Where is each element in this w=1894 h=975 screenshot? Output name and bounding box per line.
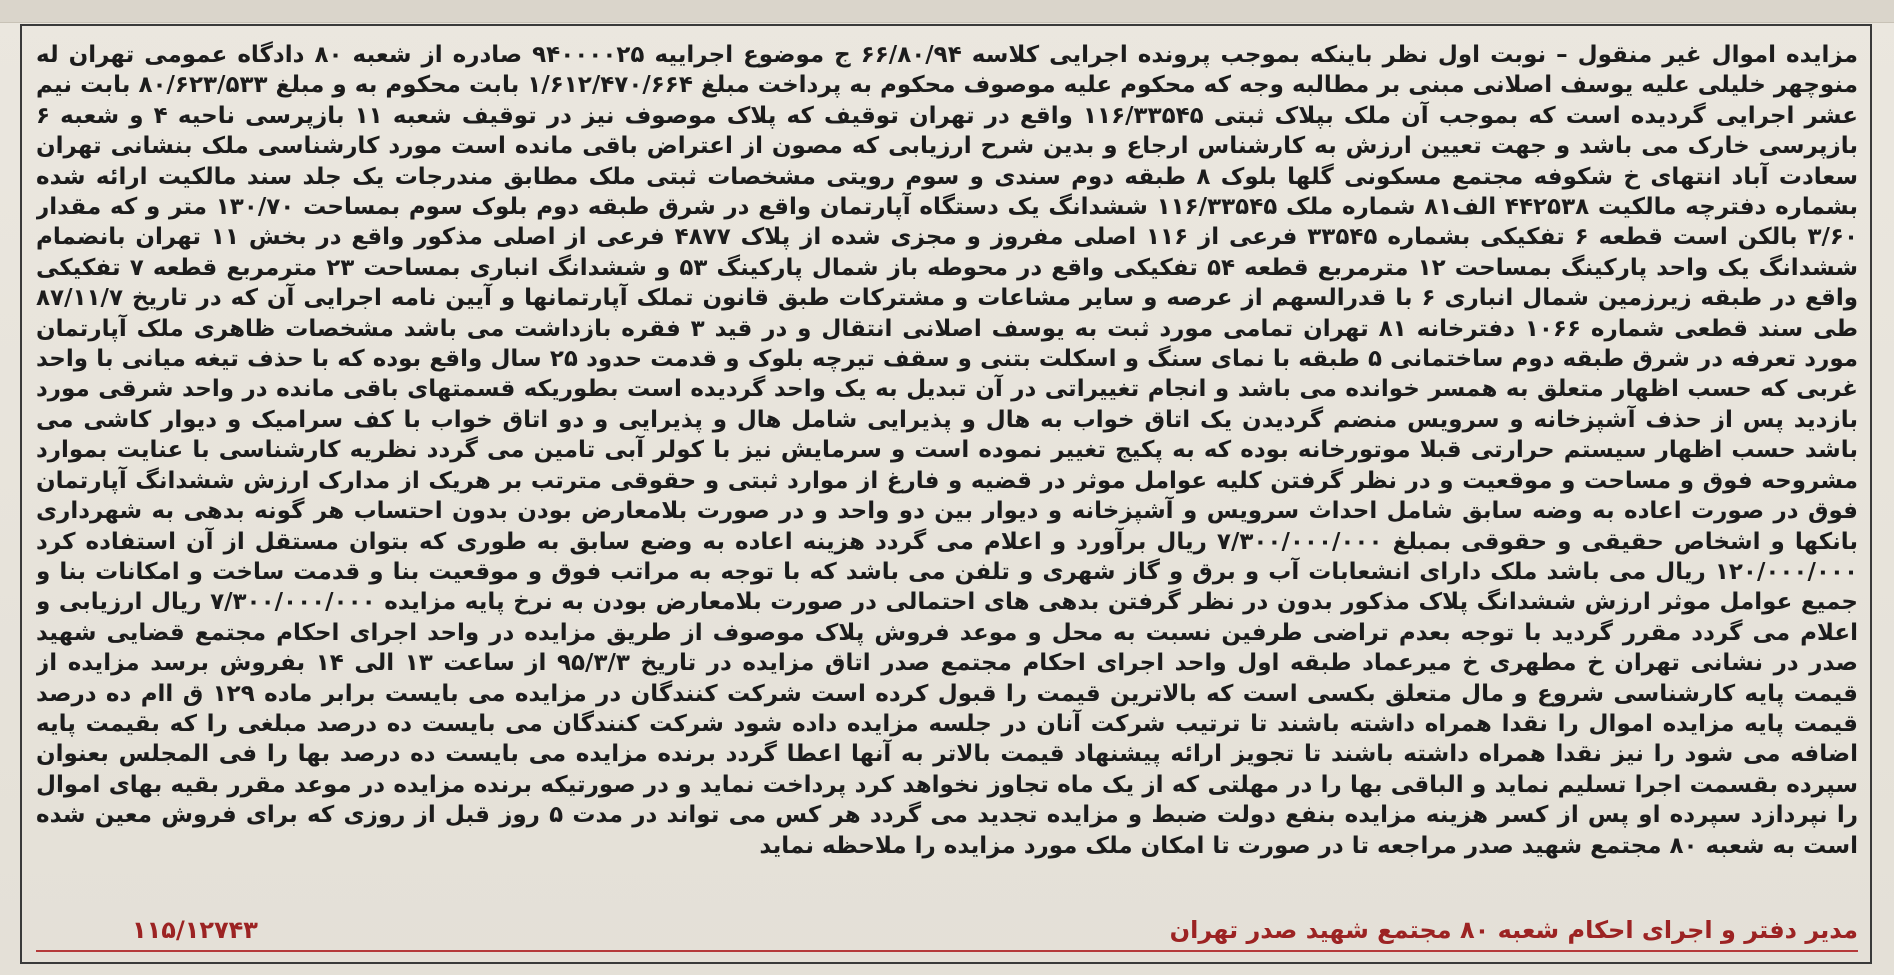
issuer-signature: مدیر دفتر و اجرای احکام شعبه ۸۰ مجتمع شهید صدر تهران [1169, 916, 1858, 944]
notice-body: مزایده اموال غیر منقول – نوبت اول نظر باینکه بموجب پرونده اجرایی کلاسه ۶۶/۸۰/۹۴ ج موضوع اجراییه ۹۴۰۰۰۰۲۵ صادره از شعبه ۸۰ دادگاه عمومی تهران له منوچهر خلیلی علیه یوسف اصلانی مبنی بر مطالبه وجه که محکوم علیه موصوف محکوم به پرداخت مبلغ ۱/۶۱۲/۴۷۰/۶۶۴ بابت محکوم به و مبلغ ۸۰/۶۲۳/۵۳۳ بابت نیم عشر اجرایی گردیده است که بموجب آن ملک بپلاک ثبتی ۱۱۶/۳۳۵۴۵ واقع در تهران توقیف که پلاک موصوف نیز در توقیف شعبه ۱۱ بازپرسی ناحیه ۴ و شعبه ۶ بازپرسی خارک می باشد و جهت تعیین ارزش به کارشناس ارجاع و بدین شرح ارزیابی که مصون از اعتراض باقی مانده است مورد کارشناسی ملک بنشانی تهران سعادت آباد انتهای خ شکوفه مجتمع مسکونی گلها بلوک ۸ طبقه دوم سندی و سوم رویتی مشخصات ثبتی ملک مطابق مندرجات یک جلد سند مالکیت ارائه شده بشماره دفترچه مالکیت ۴۴۲۵۳۸ الف۸۱ شماره ملک ۱۱۶/۳۳۵۴۵ ششدانگ یک دستگاه آپارتمان واقع در شرق طبقه دوم بلوک سوم بمساحت ۱۳۰/۷۰ متر و که مقدار ۳/۶۰ بالکن است قطعه ۶ تفکیکی بشماره ۳۳۵۴۵ فرعی از ۱۱۶ اصلی مفروز و مجزی شده از پلاک ۴۸۷۷ فرعی از اصلی مذکور واقع در بخش ۱۱ تهران بانضمام ششدانگ یک واحد پارکینگ بمساحت ۱۲ مترمربع قطعه ۵۴ تفکیکی واقع در محوطه باز شمال پارکینگ ۵۳ و ششدانگ انباری بمساحت ۲۳ مترمربع قطعه ۷ تفکیکی واقع در طبقه زیرزمین شمال انباری ۶ با قدرالسهم از عرصه و سایر مشاعات و مشترکات طبق قانون تملک آپارتمانها و آیین نامه اجرایی آن که در تاریخ ۸۷/۱۱/۷ طی سند قطعی شماره ۱۰۶۶ دفترخانه ۸۱ تهران تمامی مورد ثبت به یوسف اصلانی انتقال و در قید ۳ فقره بازداشت می باشد مشخصات ظاهری ملک آپارتمان مورد تعرفه در شرق طبقه دوم ساختمانی ۵ طبقه با نمای سنگ و اسکلت بتنی و سقف تیرچه بلوک و قدمت حدود ۲۵ سال واقع بوده که با حذف تیغه میانی با واحد غربی که حسب اظهار متعلق به همسر خوانده می باشد و انجام تغییراتی در آن تبدیل به یک واحد گردیده است بطوریکه قسمتهای باقی مانده در واحد شرقی مورد بازدید پس از حذف آشپزخانه و سرویس منضم گردیدن یک اتاق خواب به هال و پذیرایی شامل هال و پذیرایی و دو اتاق خواب با کف سرامیک و دیوار کاشی می باشد حسب اظهار سیستم حرارتی قبلا موتورخانه بوده که به پکیج تغییر نموده است و سرمایش نیز با کولر آبی تامین می گردد نظریه کارشناسی با عنایت بموارد مشروحه فوق و مساحت و موقعیت و در نظر گرفتن کلیه عوامل موثر در قضیه و فارغ از موارد ثبتی و حقوقی مترتب بر هریک از مدارک ارزش ششدانگ آپارتمان فوق در صورت اعاده به وضه سابق شامل احداث سرویس و آشپزخانه و دیوار بین دو واحد و در صورت بلامعارض بودن بدون احتساب هر گونه بدهی به شهرداری بانکها و اشخاص حقیقی و حقوقی بمبلغ ۷/۳۰۰/۰۰۰/۰۰۰ ریال برآورد و اعلام می گردد هزینه اعاده به وضع سابق به طوری که بتوان مستقل از آن استفاده کرد ۱۲۰/۰۰۰/۰۰۰ ریال می باشد ملک دارای انشعابات آب و برق و گاز شهری و تلفن می باشد که با توجه به مراتب فوق و موقعیت بنا و قدمت ساخت و امکانات بنا و جمیع عوامل موثر ارزش ششدانگ پلاک مذکور بدون در نظر گرفتن بدهی های احتمالی در صورت بلامعارض بودن به نرخ پایه مزایده ۷/۳۰۰/۰۰۰/۰۰۰ ریال ارزیابی و اعلام می گردد مقرر گردید با توجه بعدم تراضی طرفین نسبت به محل و موعد فروش پلاک موصوف از طریق مزایده در واحد اجرای احکام مجتمع قضایی شهید صدر در نشانی تهران خ مطهری خ میرعماد طبقه اول واحد اجرای احکام مجتمع صدر اتاق مزایده در تاریخ ۹۵/۳/۳ از ساعت ۱۳ الی ۱۴ بفروش برسد مزایده از قیمت پایه کارشناسی شروع و مال متعلق بکسی است که بالاترین قیمت را قبول کرده است شرکت کنندگان در مزایده می بایست برابر ماده ۱۲۹ ق اام ده درصد قیمت پایه مزایده اموال را نقدا همراه داشته باشند تا ترتیب شرکت آنان در جلسه مزایده داده شود شرکت کنندگان می بایست ده درصد مبلغی را که بقیمت پایه اضافه می شود را نیز نقدا همراه داشته باشند تا تجویز ارائه پیشنهاد قیمت بالاتر به آنها اعطا گردد برنده مزایده می بایست ده درصد بها را فی المجلس بعنوان سپرده بقسمت اجرا تسلیم نماید و الباقی بها را در مهلتی که از یک ماه تجاوز نخواهد کرد پرداخت نماید و در صورتیکه برنده مزایده در موعد مقرر بقیه بهای اموال را نپردازد سپرده او پس از کسر هزینه مزایده بنفع دولت ضبط و مزایده تجدید می گردد هر کس می تواند در مدت ۵ روز قبل از روزی که برای فروش معین شده است به شعبه ۸۰ مجتمع شهید صدر مراجعه تا در صورت تا امکان ملک مورد مزایده را ملاحظه نماید [36, 42, 1858, 859]
notice-footer [36, 914, 1858, 954]
reference-number: ۱۱۵/۱۲۷۴۳ [132, 916, 258, 944]
footer-underline [36, 950, 1858, 952]
cropped-header-strip [0, 0, 1894, 23]
